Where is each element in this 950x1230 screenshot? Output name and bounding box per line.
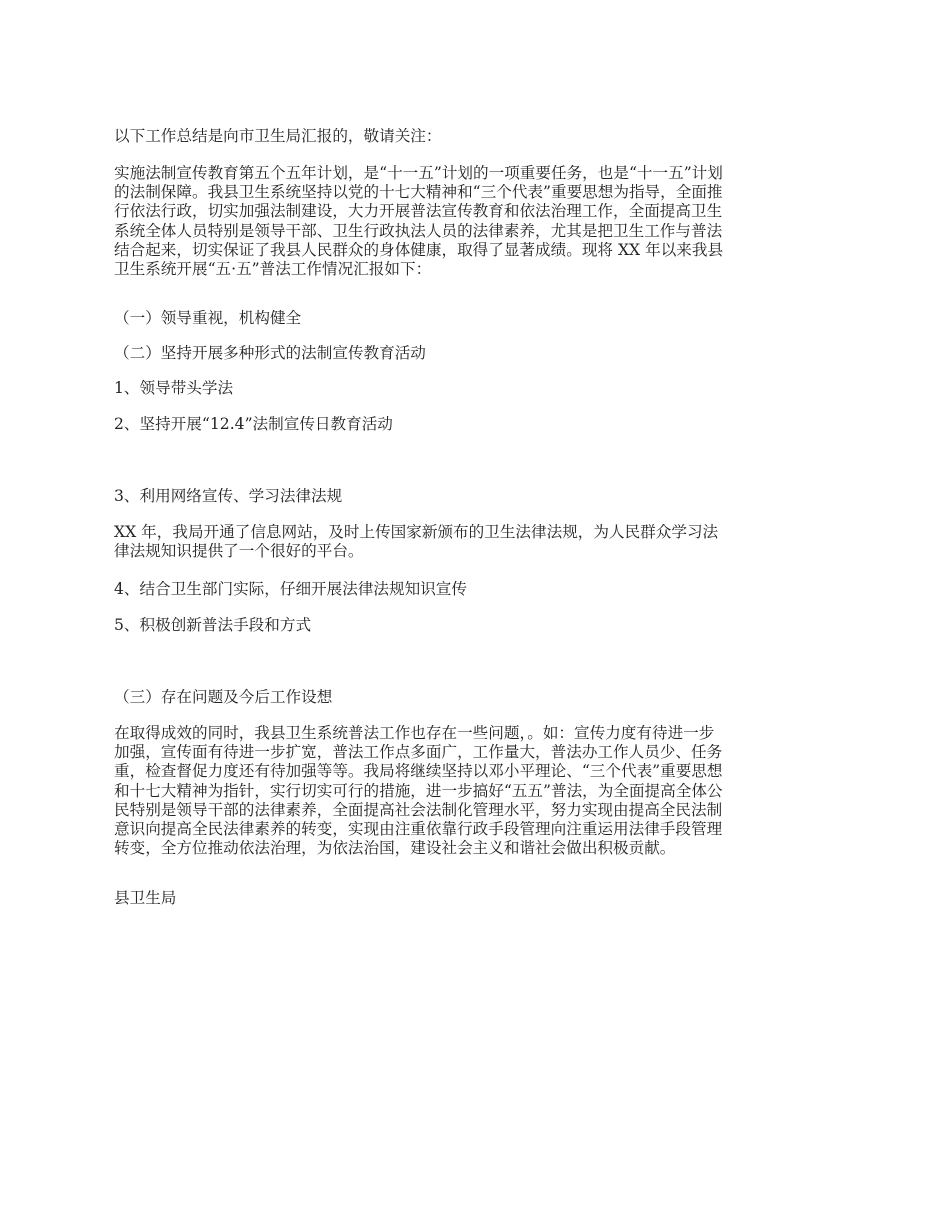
list-item-1: 1、领导带头学法	[114, 379, 234, 397]
signature: 县卫生局	[114, 889, 177, 907]
paragraph-line: 在取得成效的同时，我县卫生系统普法工作也存在一些问题，。如：宣传力度有待进一步	[114, 724, 715, 742]
paragraph-line: 民特别是领导干部的法律素养，全面提高社会法制化管理水平，努力实现由提高全民法制	[114, 800, 723, 819]
paragraph-line: 律法规知识提供了一个很好的平台。	[114, 542, 364, 561]
paragraph-implementation	[114, 164, 839, 279]
section-heading-2: （二）坚持开展多种形式的法制宣传教育活动	[114, 344, 426, 362]
paragraph-line: 系统全体人员特别是领导干部、卫生行政执法人员的法律素养，尤其是把卫生工作与普法	[114, 221, 723, 240]
paragraph-line: 行依法行政，切实加强法制建设，大力开展普法宣传教育和依法治理工作，全面提高卫生	[114, 202, 723, 221]
paragraph-problems	[114, 724, 839, 858]
paragraph-line: 的法制保障。我县卫生系统坚持以党的十七大精神和“三个代表”重要思想为指导，全面推	[114, 183, 723, 202]
section-heading-3: （三）存在问题及今后工作设想	[114, 688, 333, 706]
paragraph-line: 结合起来，切实保证了我县人民群众的身体健康，取得了显著成绩。现将 XX 年以来我县	[114, 240, 724, 259]
paragraph-line: 重，检查督促力度还有待加强等等。我局将继续坚持以邓小平理论、“三个代表”重要思想	[114, 762, 723, 781]
paragraph-line: 意识向提高全民法律素养的转变，实现由注重依靠行政手段管理向注重运用法律手段管理	[114, 820, 723, 839]
paragraph-line: 加强，宣传面有待进一步扩宽，普法工作点多面广，工作量大，普法办工作人员少、任务	[114, 743, 723, 762]
paragraph-line: 卫生系统开展“五·五”普法工作情况汇报如下：	[114, 260, 432, 279]
section-heading-1: （一）领导重视，机构健全	[114, 309, 302, 327]
paragraph-website	[114, 523, 839, 561]
intro-line: 以下工作总结是向市卫生局汇报的，敬请关注：	[114, 127, 442, 145]
paragraph-line: 和十七大精神为指针，实行切实可行的措施，进一步搞好“五五”普法，为全面提高全体公	[114, 781, 723, 800]
list-item-4: 4、结合卫生部门实际，仔细开展法律法规知识宣传	[114, 580, 467, 598]
paragraph-line: 转变，全方位推动依法治理，为依法治国，建设社会主义和谐社会做出积极贡献。	[114, 839, 676, 858]
list-item-2: 2、坚持开展“12.4”法制宣传日教育活动	[114, 415, 393, 433]
paragraph-line: 实施法制宣传教育第五个五年计划，是“十一五”计划的一项重要任务，也是“十一五”计划	[114, 164, 723, 182]
list-item-5: 5、积极创新普法手段和方式	[114, 616, 312, 634]
list-item-3: 3、利用网络宣传、学习法律法规	[114, 487, 343, 505]
paragraph-line: XX 年，我局开通了信息网站，及时上传国家新颁布的卫生法律法规，为人民群众学习法	[114, 523, 719, 541]
